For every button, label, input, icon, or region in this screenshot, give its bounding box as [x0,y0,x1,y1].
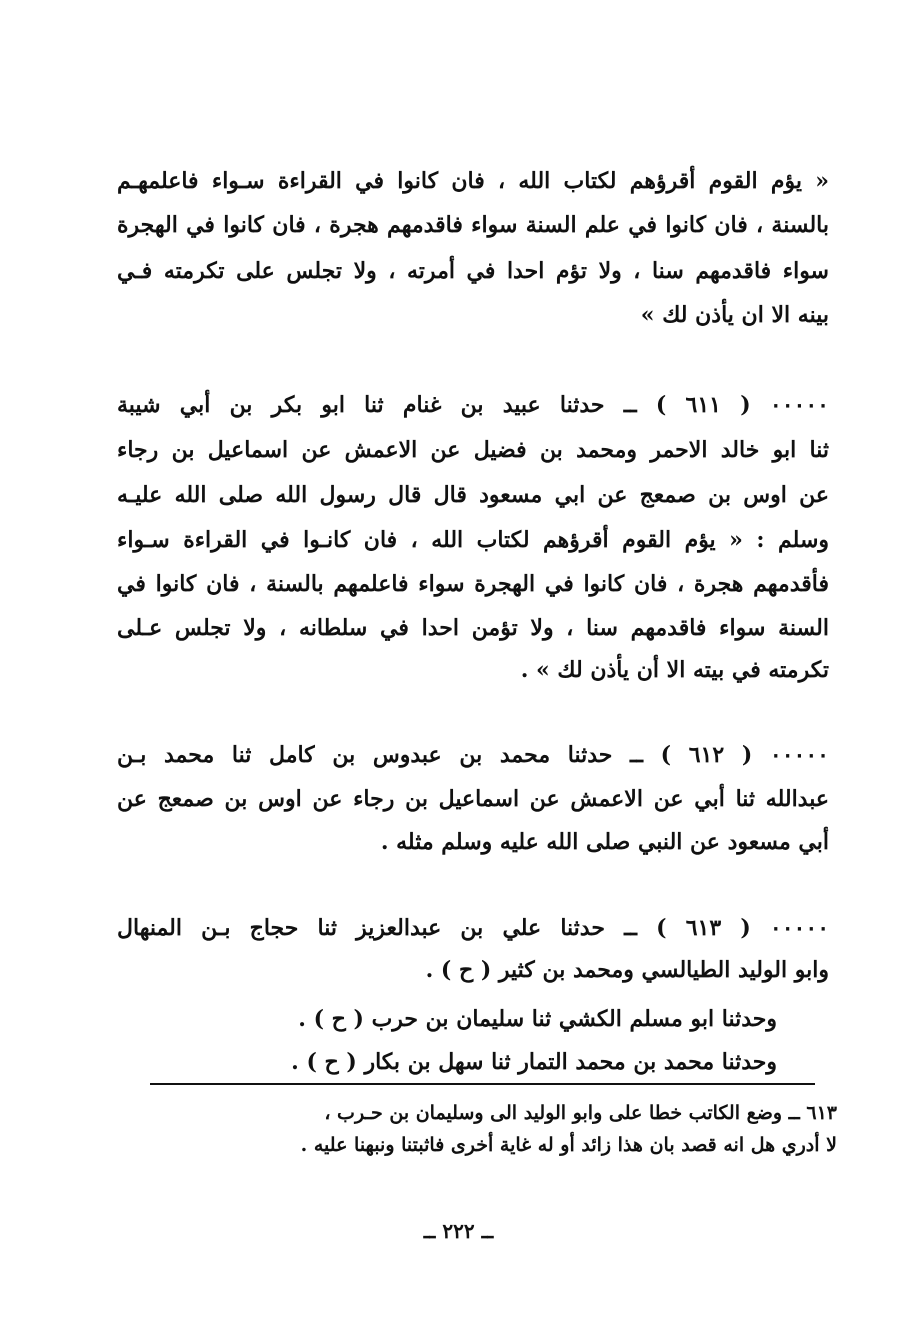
hadith-613-line: وابو الوليد الطيالسي ومحمد بن كثير ( ح ) . [425,957,829,983]
hadith-612-line: عبدالله ثنا أبي عن الاعمش عن اسماعيل بن رجاء عن اوس بن صمعج عن [117,786,829,812]
text-line: سواء فاقدمهم سنا ، ولا تؤم احدا في أمرته ، ولا تجلس على تكرمته فـي [117,258,829,284]
hadith-611-line: فأقدمهم هجرة ، فان كانوا في الهجرة سواء فاعلمهم بالسنة ، فان كانوا في [117,571,829,597]
hadith-613-chain-line: وحدثنا محمد بن محمد التمار ثنا سهل بن بكار ( ح ) . [291,1049,777,1075]
hadith-611-line: تكرمته في بيته الا أن يأذن لك » . [520,657,829,683]
hadith-611-line: ٠٠٠٠٠ ( ٦١١ ) ــ حدثنا عبيد بن غنام ثنا ابو بكر بن أبي شيبة [117,392,829,418]
text-line: بالسنة ، فان كانوا في علم السنة سواء فاقدمهم هجرة ، فان كانوا في الهجرة [117,212,829,238]
footnote-line: ٦١٣ ــ وضع الكاتب خطا على وابو الوليد الى وسليمان بن حـرب ، [324,1102,837,1124]
hadith-612-line: ٠٠٠٠٠ ( ٦١٢ ) ــ حدثنا محمد بن عبدوس بن كامل ثنا محمد بـن [117,742,829,768]
text-line: بينه الا ان يأذن لك » [640,302,829,328]
hadith-611-line: عن اوس بن صمعج عن ابي مسعود قال قال رسول الله صلى الله عليـه [117,482,829,508]
hadith-611-line: السنة سواء فاقدمهم سنا ، ولا تؤمن احدا في سلطانه ، ولا تجلس عـلى [117,615,829,641]
text-line: « يؤم القوم أقرؤهم لكتاب الله ، فان كانوا في القراءة سـواء فاعلمهـم [117,168,829,194]
hadith-611-line: وسلم : « يؤم القوم أقرؤهم لكتاب الله ، فان كانـوا في القراءة سـواء [117,527,829,553]
hadith-613-chain-line: وحدثنا ابو مسلم الكشي ثنا سليمان بن حرب ( ح ) . [298,1006,777,1032]
hadith-613-line: ٠٠٠٠٠ ( ٦١٣ ) ــ حدثنا علي بن عبدالعزيز ثنا حجاج بـن المنهال [117,915,830,941]
footnote-line: لا أدري هل انه قصد بان هذا زائد أو له غاية أخرى فاثبتنا ونبهنا عليه . [300,1134,837,1156]
footnote-divider [150,1083,815,1085]
page-number: ــ ٢٢٢ ــ [423,1219,494,1243]
hadith-611-line: ثنا ابو خالد الاحمر ومحمد بن فضيل عن الاعمش عن اسماعيل بن رجاء [117,437,829,463]
hadith-612-line: أبي مسعود عن النبي صلى الله عليه وسلم مثله . [380,829,829,855]
